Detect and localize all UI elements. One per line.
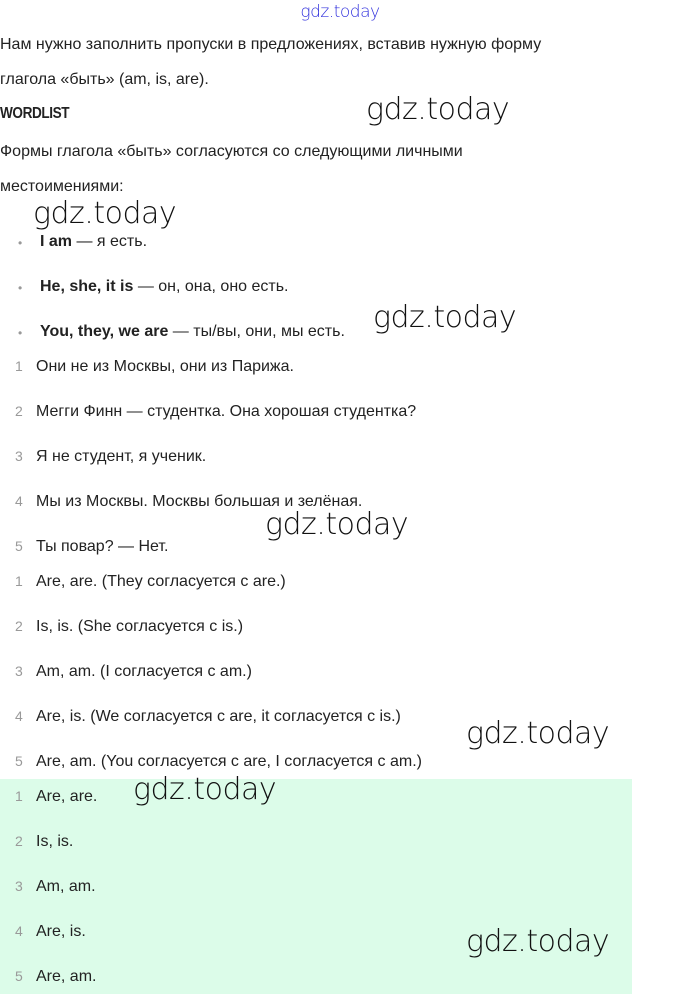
wordlist-line-2: местоимениями: [0,178,124,195]
bullet-item [40,322,345,342]
wordlist-line-1: Формы глагола «быть» согласуются со следующими личными [0,143,463,160]
list-item-answers: Is, is. [36,833,74,850]
list-number: 5 [15,968,23,984]
bullet-meaning: — он, она, оно есть. [133,278,289,295]
watermark: gdz.today [466,716,610,751]
bullet-term: He, she, it is [40,278,134,295]
list-item-explanations: Are, am. (You согласуется с are, I согласуется с am.) [36,753,422,770]
bullet-icon: • [18,281,23,295]
watermark: gdz.today [373,300,517,335]
list-item-translations: Ты повар? — Нет. [36,538,169,555]
list-number: 2 [15,403,23,419]
watermark: gdz.today [466,924,610,959]
list-number: 4 [15,923,23,939]
list-item-translations: Мегги Финн — студентка. Она хорошая студентка? [36,403,417,420]
site-link[interactable]: gdz.today [300,2,380,22]
list-item-answers: Are, are. [36,788,98,805]
bullet-meaning: — я есть. [72,233,148,250]
bullet-icon: • [18,236,23,250]
list-item-answers: Are, is. [36,923,86,940]
list-item-answers: Are, am. [36,968,97,985]
intro-line-1: Нам нужно заполнить пропуски в предложениях, вставив нужную форму [0,36,542,53]
list-number: 2 [15,833,23,849]
list-item-explanations: Am, am. (I согласуется с am.) [36,663,252,680]
list-item-explanations: Are, is. (We согласуется с are, it согласуется с is.) [36,708,401,725]
list-item-translations: Мы из Москвы. Москвы большая и зелёная. [36,493,363,510]
list-item-translations: Они не из Москвы, они из Парижа. [36,358,294,375]
bullet-term: I am [40,233,73,250]
list-number: 3 [15,878,23,894]
bullet-item [40,277,289,297]
bullet-meaning: — ты/вы, они, мы есть. [168,323,345,340]
bullet-icon: • [18,326,23,340]
list-number: 2 [15,618,23,634]
list-number: 1 [15,788,23,804]
list-number: 5 [15,538,23,554]
list-number: 3 [15,663,23,679]
list-number: 1 [15,358,23,374]
watermark: gdz.today [133,772,277,807]
watermark: gdz.today [33,196,177,231]
list-item-explanations: Are, are. (They согласуется с are.) [36,573,286,590]
list-item-translations: Я не студент, я ученик. [36,448,207,465]
list-number: 1 [15,573,23,589]
list-item-explanations: Is, is. (She согласуется с is.) [36,618,244,635]
list-number: 3 [15,448,23,464]
list-number: 4 [15,708,23,724]
bullet-item [40,232,147,252]
wordlist-heading: WORDLIST [0,105,70,122]
intro-line-2: глагола «быть» (am, is, are). [0,71,209,88]
list-item-answers: Am, am. [36,878,96,895]
list-number: 4 [15,493,23,509]
watermark: gdz.today [265,507,409,542]
watermark: gdz.today [366,92,510,127]
list-number: 5 [15,753,23,769]
bullet-term: You, they, we are [40,323,169,340]
